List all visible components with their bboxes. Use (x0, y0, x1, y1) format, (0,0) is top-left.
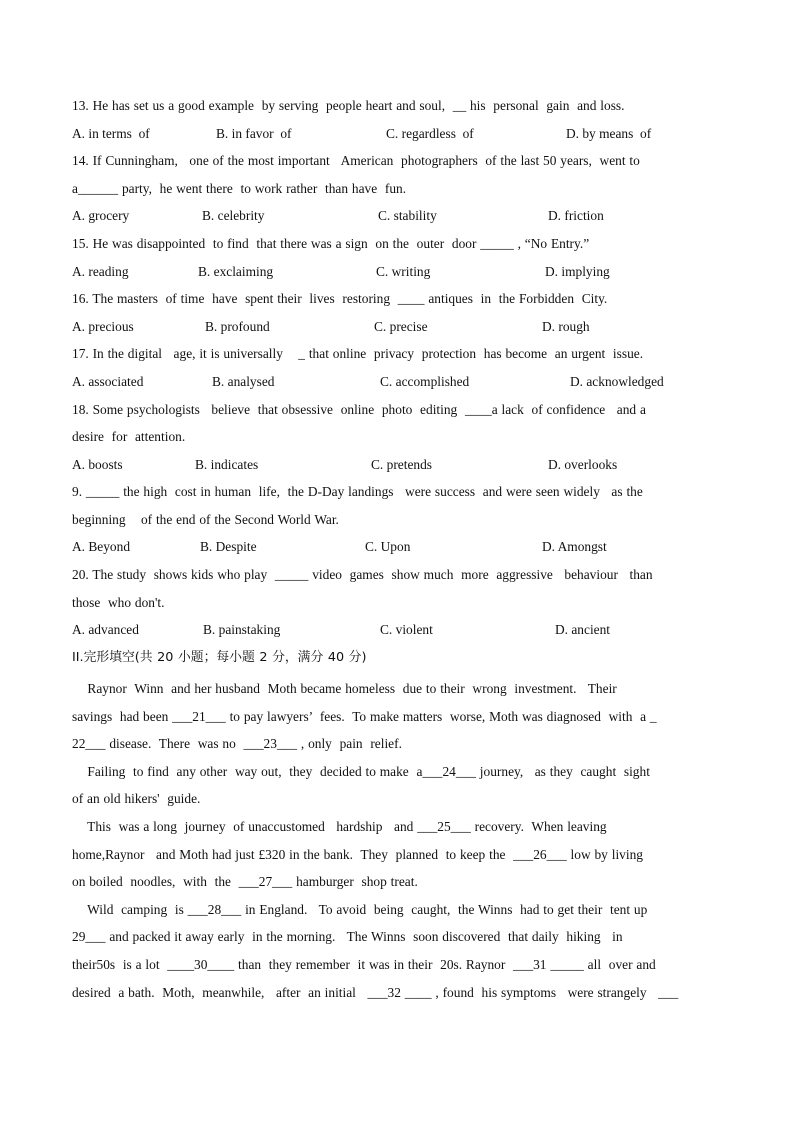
question-19-option-d: D. Amongst (542, 539, 607, 554)
question-16-option-b: B. profound (205, 319, 270, 334)
passage-line-11: their50s is a lot ____30____ than they remember it was in their 20s. Raynor ___31 _____ all over and (72, 957, 656, 972)
question-19-stem-line-2: beginning of the end of the Second World War. (72, 512, 339, 527)
passage-line-5: of an old hikers' guide. (72, 791, 201, 806)
passage-line-1: Raynor Winn and her husband Moth became homeless due to their wrong investment. Their (72, 681, 617, 696)
question-19-option-c: C. Upon (365, 539, 411, 554)
question-17-option-d: D. acknowledged (570, 374, 664, 389)
question-20-option-b: B. painstaking (203, 622, 281, 637)
question-15-option-c: C. writing (376, 264, 431, 279)
passage-line-9: Wild camping is ___28___ in England. To avoid being caught, the Winns had to get their tent up (72, 902, 648, 917)
question-13-option-d: D. by means of (566, 126, 652, 141)
question-17-option-a: A. associated (72, 374, 144, 389)
question-18-option-b: B. indicates (195, 457, 259, 472)
question-20-option-d: D. ancient (555, 622, 611, 637)
question-16-option-c: C. precise (374, 319, 428, 334)
question-13-stem: 13. He has set us a good example by serving people heart and soul, __ his personal gain and loss. (72, 98, 625, 113)
question-18-option-c: C. pretends (371, 457, 432, 472)
passage-line-10: 29___ and packed it away early in the morning. The Winns soon discovered that daily hiking in (72, 929, 623, 944)
question-14-stem-line-1: 14. If Cunningham, one of the most important American photographers of the last 50 years, went to (72, 153, 640, 168)
passage-line-3: 22___ disease. There was no ___23___ , only pain relief. (72, 736, 402, 751)
question-15-option-d: D. implying (545, 264, 610, 279)
question-18-stem-line-2: desire for attention. (72, 429, 186, 444)
question-14-option-c: C. stability (378, 208, 437, 223)
question-14-option-b: B. celebrity (202, 208, 265, 223)
question-15-stem: 15. He was disappointed to find that there was a sign on the outer door _____ , “No Entry.” (72, 236, 590, 251)
question-14-stem-line-2: a______ party, he went there to work rather than have fun. (72, 181, 407, 196)
passage-line-8: on boiled noodles, with the ___27___ hamburger shop treat. (72, 874, 418, 889)
question-13-option-a: A. in terms of (72, 126, 150, 141)
question-20-stem-line-2: those who don't. (72, 595, 165, 610)
question-20-option-a: A. advanced (72, 622, 139, 637)
question-20-stem-line-1: 20. The study shows kids who play _____ video games show much more aggressive behaviour than (72, 567, 653, 582)
question-16-option-d: D. rough (542, 319, 590, 334)
question-17-option-b: B. analysed (212, 374, 275, 389)
question-18-option-a: A. boosts (72, 457, 123, 472)
question-13-option-b: B. in favor of (216, 126, 292, 141)
question-16-stem: 16. The masters of time have spent their lives restoring ____ antiques in the Forbidden City. (72, 291, 608, 306)
question-19-option-b: B. Despite (200, 539, 257, 554)
question-17-stem: 17. In the digital age, it is universally _ that online privacy protection has become an urgent issue. (72, 346, 644, 361)
passage-line-4: Failing to find any other way out, they decided to make a___24___ journey, as they caught sight (72, 764, 650, 779)
question-15-option-a: A. reading (72, 264, 129, 279)
question-17-option-c: C. accomplished (380, 374, 470, 389)
passage-line-6: This was a long journey of unaccustomed hardship and ___25___ recovery. When leaving (72, 819, 607, 834)
passage-line-12: desired a bath. Moth, meanwhile, after an initial ___32 ____ , found his symptoms were strangely ___ (72, 985, 679, 1000)
passage-line-7: home,Raynor and Moth had just £320 in the bank. They planned to keep the ___26___ low by living (72, 847, 643, 862)
question-14-option-a: A. grocery (72, 208, 130, 223)
question-20-option-c: C. violent (380, 622, 433, 637)
question-19-stem-line-1: 9. _____ the high cost in human life, the D-Day landings were success and were seen widely as the (72, 484, 643, 499)
question-14-option-d: D. friction (548, 208, 604, 223)
question-18-stem-line-1: 18. Some psychologists believe that obsessive online photo editing ____a lack of confidence and a (72, 402, 646, 417)
question-15-option-b: B. exclaiming (198, 264, 274, 279)
question-16-option-a: A. precious (72, 319, 134, 334)
passage-line-2: savings had been ___21___ to pay lawyers’ fees. To make matters worse, Moth was diagnosed with a _ (72, 709, 657, 724)
question-13-option-c: C. regardless of (386, 126, 474, 141)
question-19-option-a: A. Beyond (72, 539, 131, 554)
question-18-option-d: D. overlooks (548, 457, 618, 472)
section-heading: II.完形填空(共 20 小题；每小题 2 分，满分 40 分) (72, 650, 367, 665)
